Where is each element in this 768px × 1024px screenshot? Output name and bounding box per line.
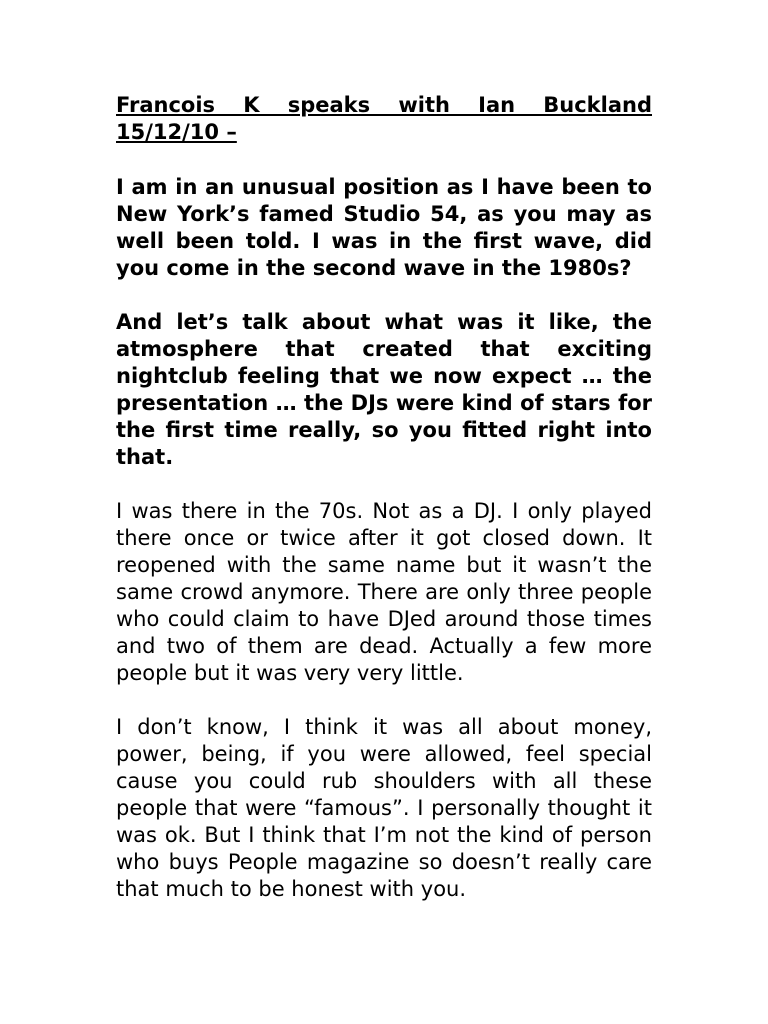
document-title	[116, 92, 652, 146]
question-paragraph-1: I am in an unusual position as I have been to New York’s famed Studio 54, as you may as well been told. I was in the first wave, did you come in the second wave in the 1980s?	[116, 175, 652, 280]
title-line-1: Francois K speaks with Ian Buckland	[116, 93, 652, 117]
answer-paragraph-2: I don’t know, I think it was all about money, power, being, if you were allowed, feel special cause you could rub shoulders with all these people that were “famous”. I personally thought it was ok. But I think that I’m not the kind of person who buys People magazine so doesn’t really care that much to be honest with you.	[116, 715, 652, 901]
answer-paragraph-1: I was there in the 70s. Not as a DJ. I only played there once or twice after it got closed down. It reopened with the same name but it wasn’t the same crowd anymore. There are only three people who could claim to have DJed around those times and two of them are dead. Actually a few more people but it was very very little.	[116, 499, 652, 685]
title-line-2: 15/12/10 –	[116, 120, 237, 144]
document-page	[116, 92, 652, 930]
question-paragraph-2: And let’s talk about what was it like, the atmosphere that created that exciting nightclub feeling that we now expect … the presentation … the DJs were kind of stars for the first time really, so you fitted right into that.	[116, 310, 652, 469]
